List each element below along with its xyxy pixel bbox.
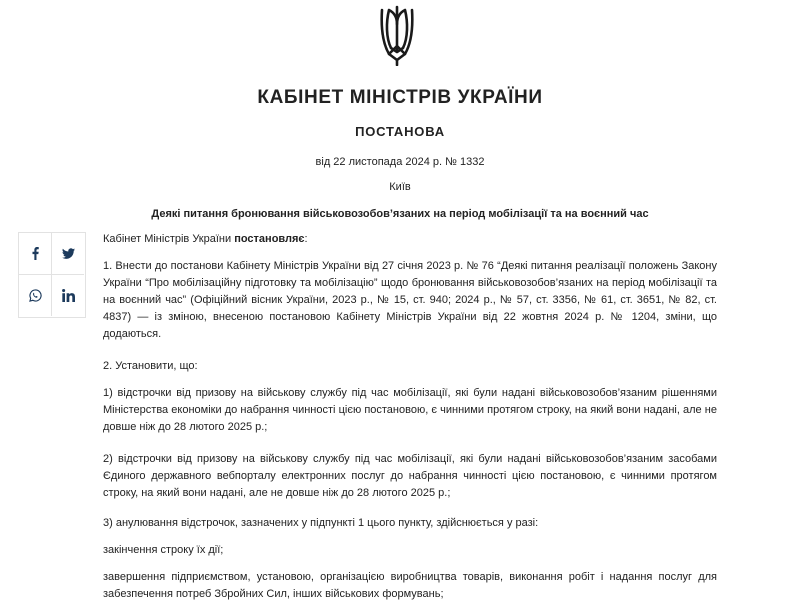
facebook-icon <box>29 247 42 260</box>
coat-of-arms-icon <box>376 4 418 66</box>
paragraph-4: 2) відстрочки від призову на військову службу під час мобілізації, які були надані військовозобов’язаним засобами Єдиного державного вебпорталу електронних послуг до набрання чинності цією постановою, є чинними протягом строку, на який вони надані, але не довше ніж до 28 лютого 2025 р.; <box>103 453 717 499</box>
paragraph-3: 1) відстрочки від призову на військову службу під час мобілізації, які були надані військовозобов’язаним рішеннями Міністерства економіки до набрання чинності цією постановою, є чинними протягом строку, на який вони надані, але не довше ніж до 28 лютого 2025 р.; <box>103 387 717 433</box>
document-city: Київ <box>389 181 411 193</box>
paragraph-1: 1. Внести до постанови Кабінету Міністрів України від 27 січня 2023 р. № 76 “Деякі питання реалізації положень Закону України “Про мобілізаційну підготовку та мобілізацію” щодо бронювання військовозобов’язаних на період мобілізації та на воєнний час” (Офіційний вісник України, 2023 р., № 15, ст. 940; 2024 р., № 57, ст. 3356, № 61, ст. 3651, № 82, ст. 4837) — із зміною, внесеною постановою Кабінету Міністрів України від 22 жовтня 2024 р. № 1204, зміни, що додаються. <box>103 260 717 340</box>
whatsapp-icon <box>29 289 42 302</box>
paragraph-7: завершення підприємством, установою, організацією виробництва товарів, виконання робіт і надання послуг для забезпечення потреб Збройних Сил, інших військових формувань; <box>103 571 717 600</box>
paragraph-5: 3) анулювання відстрочок, зазначених у підпункті 1 цього пункту, здійснюється у разі: <box>103 517 539 529</box>
share-facebook-button[interactable] <box>19 233 52 275</box>
share-whatsapp-button[interactable] <box>19 275 52 316</box>
twitter-icon <box>62 247 75 260</box>
linkedin-icon <box>62 289 75 302</box>
intro-paragraph <box>103 231 717 248</box>
paragraph-6: закінчення строку їх дії; <box>103 544 224 556</box>
paragraph-2: 2. Установити, що: <box>103 360 198 372</box>
document-heading: Деякі питання бронювання військовозобов’язаних на період мобілізації та на воєнний час <box>151 208 649 220</box>
share-linkedin-button[interactable] <box>52 275 84 316</box>
intro-text: Кабінет Міністрів України <box>103 233 235 245</box>
share-twitter-button[interactable] <box>52 233 84 275</box>
share-panel <box>18 232 86 318</box>
document-date-number: від 22 листопада 2024 р. № 1332 <box>315 156 485 168</box>
intro-colon: : <box>304 233 308 245</box>
intro-bold-text: постановляє <box>234 233 305 245</box>
page-title: КАБІНЕТ МІНІСТРІВ УКРАЇНИ <box>257 87 543 108</box>
document-type: ПОСТАНОВА <box>355 124 445 139</box>
